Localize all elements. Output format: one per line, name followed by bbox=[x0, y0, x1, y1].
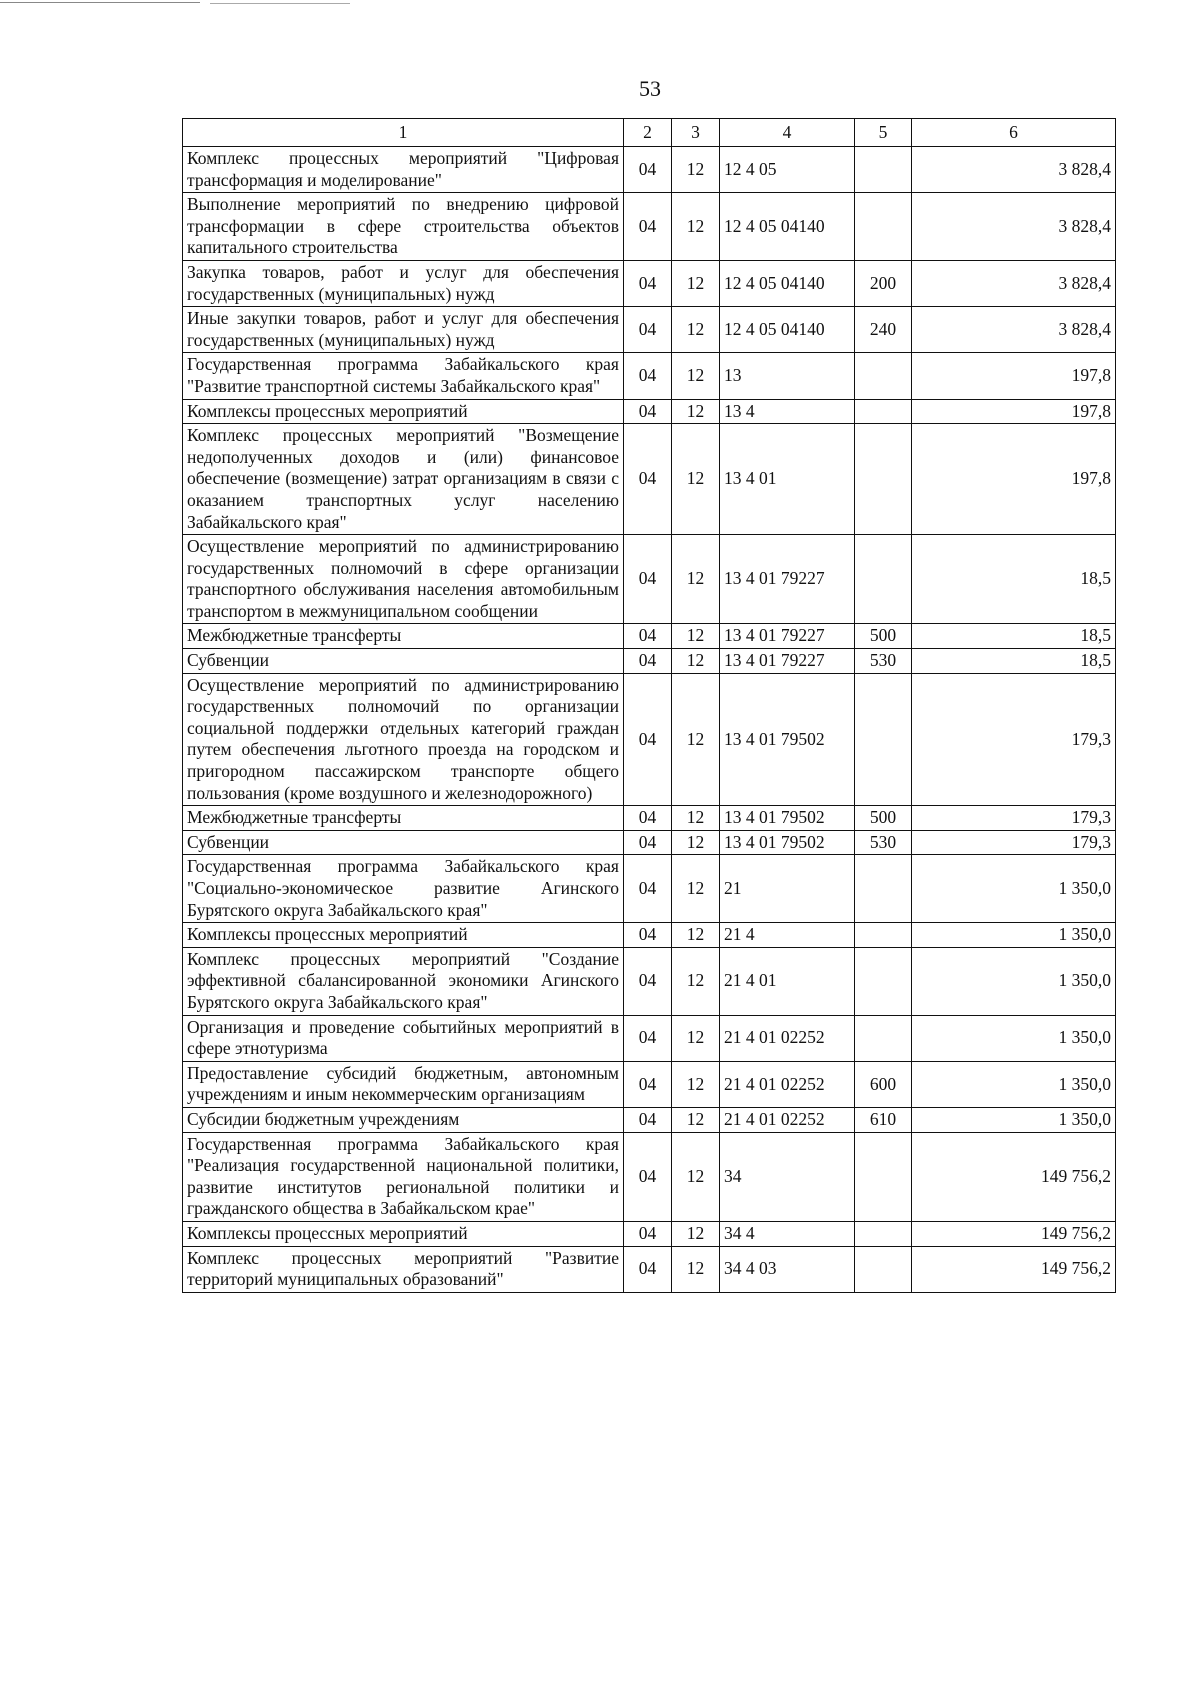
row-section-code: 04 bbox=[624, 1246, 672, 1292]
row-name: Субвенции bbox=[183, 649, 624, 674]
row-target-item-code: 12 4 05 bbox=[720, 147, 855, 193]
scan-artifact-line bbox=[0, 2, 200, 3]
row-section-code: 04 bbox=[624, 806, 672, 831]
row-amount: 197,8 bbox=[912, 399, 1116, 424]
row-subsection-code: 12 bbox=[672, 535, 720, 624]
row-amount: 1 350,0 bbox=[912, 855, 1116, 923]
row-name: Субсидии бюджетным учреждениям bbox=[183, 1107, 624, 1132]
row-amount: 3 828,4 bbox=[912, 260, 1116, 306]
scan-artifact-line bbox=[210, 3, 350, 4]
table-row bbox=[183, 193, 1116, 261]
row-amount: 1 350,0 bbox=[912, 1015, 1116, 1061]
row-name: Комплекс процессных мероприятий "Цифровая трансформация и моделирование" bbox=[183, 147, 624, 193]
row-target-item-code: 13 4 01 bbox=[720, 424, 855, 535]
row-section-code: 04 bbox=[624, 1132, 672, 1221]
row-name: Комплекс процессных мероприятий "Возмещение недополученных доходов и (или) финансовое обеспечение (возмещение) затрат организациям в связи с оказанием транспортных услуг населению Забайкальского края" bbox=[183, 424, 624, 535]
row-expense-type-code bbox=[855, 1221, 912, 1246]
row-name: Комплекс процессных мероприятий "Развитие территорий муниципальных образований" bbox=[183, 1246, 624, 1292]
row-subsection-code: 12 bbox=[672, 923, 720, 948]
row-subsection-code: 12 bbox=[672, 193, 720, 261]
row-expense-type-code bbox=[855, 424, 912, 535]
row-target-item-code: 12 4 05 04140 bbox=[720, 260, 855, 306]
row-expense-type-code bbox=[855, 1132, 912, 1221]
row-amount: 179,3 bbox=[912, 830, 1116, 855]
row-amount: 149 756,2 bbox=[912, 1132, 1116, 1221]
table-row bbox=[183, 260, 1116, 306]
row-expense-type-code: 600 bbox=[855, 1061, 912, 1107]
row-amount: 197,8 bbox=[912, 353, 1116, 399]
row-subsection-code: 12 bbox=[672, 830, 720, 855]
column-header: 6 bbox=[912, 119, 1116, 147]
row-subsection-code: 12 bbox=[672, 260, 720, 306]
table-row bbox=[183, 353, 1116, 399]
row-expense-type-code bbox=[855, 535, 912, 624]
row-target-item-code: 13 4 01 79227 bbox=[720, 535, 855, 624]
row-amount: 3 828,4 bbox=[912, 307, 1116, 353]
row-subsection-code: 12 bbox=[672, 1132, 720, 1221]
row-name: Субвенции bbox=[183, 830, 624, 855]
table-row bbox=[183, 649, 1116, 674]
table-row bbox=[183, 1221, 1116, 1246]
row-section-code: 04 bbox=[624, 147, 672, 193]
row-subsection-code: 12 bbox=[672, 1107, 720, 1132]
row-section-code: 04 bbox=[624, 673, 672, 806]
row-name: Комплексы процессных мероприятий bbox=[183, 1221, 624, 1246]
column-header: 1 bbox=[183, 119, 624, 147]
row-target-item-code: 13 4 01 79502 bbox=[720, 806, 855, 831]
row-section-code: 04 bbox=[624, 399, 672, 424]
row-subsection-code: 12 bbox=[672, 1221, 720, 1246]
row-name: Государственная программа Забайкальского края "Социально-экономическое развитие Агинского Бурятского округа Забайкальского края" bbox=[183, 855, 624, 923]
row-section-code: 04 bbox=[624, 353, 672, 399]
row-name: Организация и проведение событийных мероприятий в сфере этнотуризма bbox=[183, 1015, 624, 1061]
row-target-item-code: 13 4 01 79502 bbox=[720, 830, 855, 855]
row-target-item-code: 34 4 bbox=[720, 1221, 855, 1246]
row-expense-type-code bbox=[855, 673, 912, 806]
row-name: Закупка товаров, работ и услуг для обеспечения государственных (муниципальных) нужд bbox=[183, 260, 624, 306]
table-row bbox=[183, 1107, 1116, 1132]
row-name: Комплексы процессных мероприятий bbox=[183, 923, 624, 948]
row-expense-type-code bbox=[855, 947, 912, 1015]
row-target-item-code: 13 bbox=[720, 353, 855, 399]
budget-table bbox=[182, 118, 1116, 1293]
column-header: 4 bbox=[720, 119, 855, 147]
row-name: Государственная программа Забайкальского края "Реализация государственной национальной политики, развитие институтов региональной политики и гражданского общества в Забайкальском крае" bbox=[183, 1132, 624, 1221]
row-target-item-code: 21 4 01 bbox=[720, 947, 855, 1015]
row-subsection-code: 12 bbox=[672, 806, 720, 831]
table-row bbox=[183, 147, 1116, 193]
row-target-item-code: 13 4 bbox=[720, 399, 855, 424]
table-row bbox=[183, 806, 1116, 831]
column-header: 2 bbox=[624, 119, 672, 147]
row-amount: 3 828,4 bbox=[912, 193, 1116, 261]
row-subsection-code: 12 bbox=[672, 673, 720, 806]
row-amount: 3 828,4 bbox=[912, 147, 1116, 193]
row-name: Выполнение мероприятий по внедрению цифровой трансформации в сфере строительства объектов капитального строительства bbox=[183, 193, 624, 261]
row-section-code: 04 bbox=[624, 535, 672, 624]
row-subsection-code: 12 bbox=[672, 1061, 720, 1107]
row-section-code: 04 bbox=[624, 1221, 672, 1246]
row-target-item-code: 12 4 05 04140 bbox=[720, 193, 855, 261]
row-section-code: 04 bbox=[624, 947, 672, 1015]
row-name: Осуществление мероприятий по администрированию государственных полномочий в сфере организации транспортного обслуживания населения автомобильным транспортом в межмуниципальном сообщении bbox=[183, 535, 624, 624]
row-expense-type-code: 200 bbox=[855, 260, 912, 306]
table-row bbox=[183, 424, 1116, 535]
row-target-item-code: 13 4 01 79502 bbox=[720, 673, 855, 806]
row-amount: 149 756,2 bbox=[912, 1246, 1116, 1292]
row-target-item-code: 21 4 01 02252 bbox=[720, 1061, 855, 1107]
row-section-code: 04 bbox=[624, 649, 672, 674]
row-amount: 1 350,0 bbox=[912, 923, 1116, 948]
row-name: Межбюджетные трансферты bbox=[183, 624, 624, 649]
row-section-code: 04 bbox=[624, 1107, 672, 1132]
row-subsection-code: 12 bbox=[672, 353, 720, 399]
row-target-item-code: 21 4 01 02252 bbox=[720, 1107, 855, 1132]
table-row bbox=[183, 1132, 1116, 1221]
row-expense-type-code bbox=[855, 1015, 912, 1061]
row-amount: 1 350,0 bbox=[912, 1061, 1116, 1107]
table-header-row bbox=[183, 119, 1116, 147]
table-row bbox=[183, 535, 1116, 624]
row-section-code: 04 bbox=[624, 855, 672, 923]
row-subsection-code: 12 bbox=[672, 307, 720, 353]
row-subsection-code: 12 bbox=[672, 1246, 720, 1292]
row-section-code: 04 bbox=[624, 830, 672, 855]
table-row bbox=[183, 855, 1116, 923]
row-amount: 179,3 bbox=[912, 806, 1116, 831]
table-row bbox=[183, 624, 1116, 649]
row-amount: 149 756,2 bbox=[912, 1221, 1116, 1246]
table-row bbox=[183, 1061, 1116, 1107]
row-target-item-code: 21 4 01 02252 bbox=[720, 1015, 855, 1061]
row-subsection-code: 12 bbox=[672, 1015, 720, 1061]
row-target-item-code: 34 bbox=[720, 1132, 855, 1221]
row-section-code: 04 bbox=[624, 624, 672, 649]
page-number: 53 bbox=[639, 76, 661, 101]
row-expense-type-code bbox=[855, 399, 912, 424]
row-name: Предоставление субсидий бюджетным, автономным учреждениям и иным некоммерческим организациям bbox=[183, 1061, 624, 1107]
table-row bbox=[183, 399, 1116, 424]
row-target-item-code: 12 4 05 04140 bbox=[720, 307, 855, 353]
row-subsection-code: 12 bbox=[672, 147, 720, 193]
row-expense-type-code bbox=[855, 855, 912, 923]
row-amount: 1 350,0 bbox=[912, 1107, 1116, 1132]
row-target-item-code: 13 4 01 79227 bbox=[720, 624, 855, 649]
table-row bbox=[183, 307, 1116, 353]
table-row bbox=[183, 923, 1116, 948]
row-amount: 179,3 bbox=[912, 673, 1116, 806]
row-target-item-code: 13 4 01 79227 bbox=[720, 649, 855, 674]
row-expense-type-code: 530 bbox=[855, 830, 912, 855]
row-name: Комплекс процессных мероприятий "Создание эффективной сбалансированной экономики Агинского Бурятского округа Забайкальского края" bbox=[183, 947, 624, 1015]
row-section-code: 04 bbox=[624, 923, 672, 948]
row-name: Государственная программа Забайкальского края "Развитие транспортной системы Забайкальского края" bbox=[183, 353, 624, 399]
row-amount: 1 350,0 bbox=[912, 947, 1116, 1015]
row-expense-type-code: 500 bbox=[855, 624, 912, 649]
row-expense-type-code: 500 bbox=[855, 806, 912, 831]
row-section-code: 04 bbox=[624, 424, 672, 535]
row-subsection-code: 12 bbox=[672, 624, 720, 649]
row-name: Межбюджетные трансферты bbox=[183, 806, 624, 831]
table-row bbox=[183, 830, 1116, 855]
row-expense-type-code bbox=[855, 1246, 912, 1292]
row-subsection-code: 12 bbox=[672, 424, 720, 535]
row-target-item-code: 21 bbox=[720, 855, 855, 923]
row-name: Иные закупки товаров, работ и услуг для обеспечения государственных (муниципальных) нужд bbox=[183, 307, 624, 353]
row-section-code: 04 bbox=[624, 307, 672, 353]
row-name: Комплексы процессных мероприятий bbox=[183, 399, 624, 424]
row-expense-type-code: 530 bbox=[855, 649, 912, 674]
row-expense-type-code bbox=[855, 147, 912, 193]
row-target-item-code: 34 4 03 bbox=[720, 1246, 855, 1292]
row-section-code: 04 bbox=[624, 260, 672, 306]
column-header: 5 bbox=[855, 119, 912, 147]
row-expense-type-code: 610 bbox=[855, 1107, 912, 1132]
row-amount: 18,5 bbox=[912, 535, 1116, 624]
table-row bbox=[183, 947, 1116, 1015]
row-subsection-code: 12 bbox=[672, 947, 720, 1015]
column-header: 3 bbox=[672, 119, 720, 147]
table-row bbox=[183, 1015, 1116, 1061]
row-subsection-code: 12 bbox=[672, 399, 720, 424]
table-row bbox=[183, 673, 1116, 806]
row-name: Осуществление мероприятий по администрированию государственных полномочий по организации социальной поддержки отдельных категорий граждан путем обеспечения льготного проезда на городском и пригородном пассажирском транспорте общего пользования (кроме воздушного и железнодорожного) bbox=[183, 673, 624, 806]
row-subsection-code: 12 bbox=[672, 649, 720, 674]
row-amount: 18,5 bbox=[912, 624, 1116, 649]
row-target-item-code: 21 4 bbox=[720, 923, 855, 948]
row-section-code: 04 bbox=[624, 1061, 672, 1107]
row-expense-type-code bbox=[855, 193, 912, 261]
table-row bbox=[183, 1246, 1116, 1292]
row-amount: 197,8 bbox=[912, 424, 1116, 535]
row-expense-type-code bbox=[855, 353, 912, 399]
row-amount: 18,5 bbox=[912, 649, 1116, 674]
row-expense-type-code: 240 bbox=[855, 307, 912, 353]
row-subsection-code: 12 bbox=[672, 855, 720, 923]
row-section-code: 04 bbox=[624, 1015, 672, 1061]
row-section-code: 04 bbox=[624, 193, 672, 261]
row-expense-type-code bbox=[855, 923, 912, 948]
